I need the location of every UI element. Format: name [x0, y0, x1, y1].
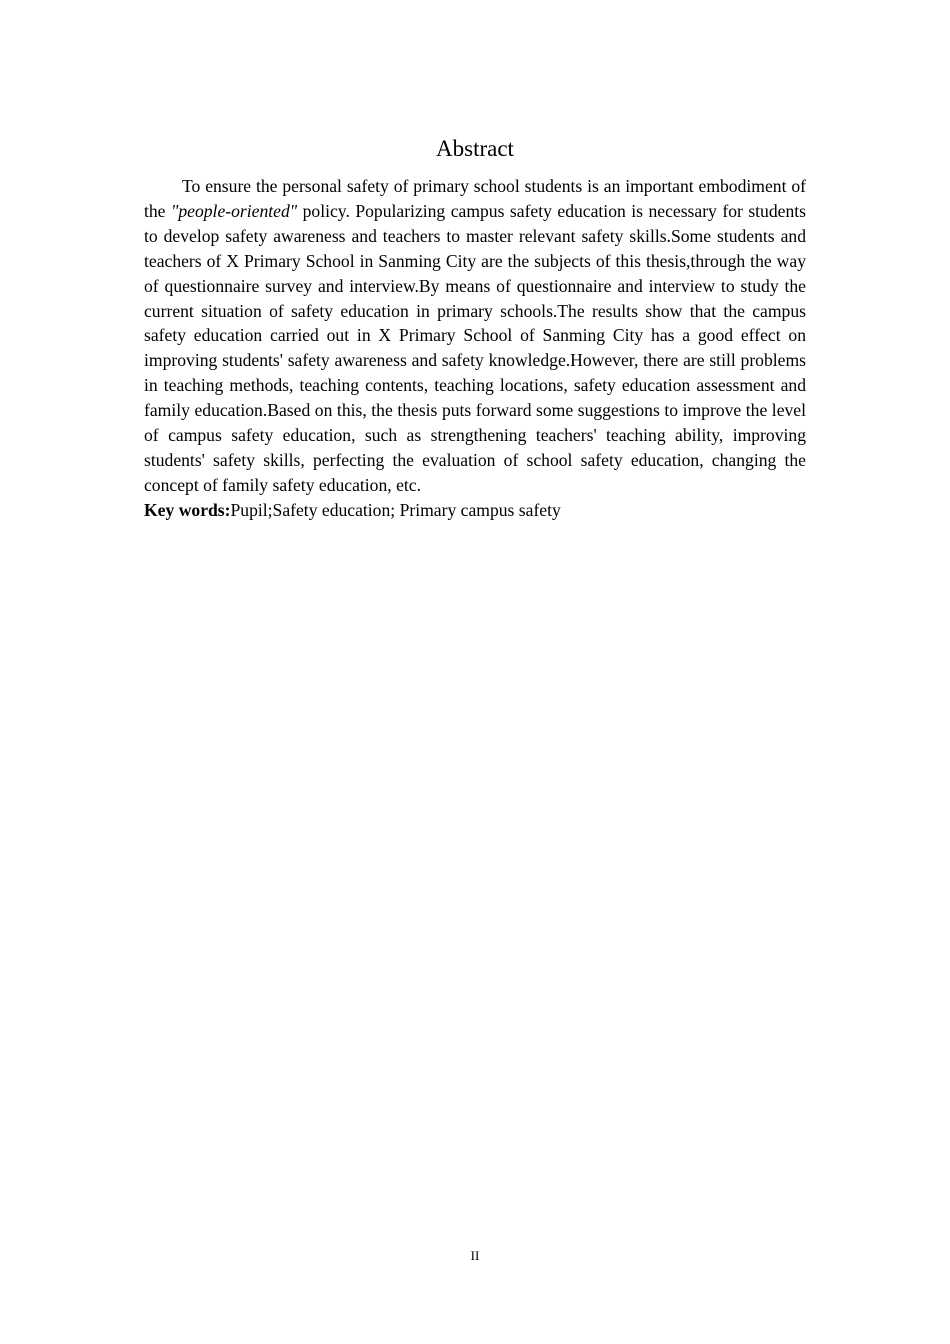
page-number: II [470, 1248, 480, 1263]
abstract-paragraph [144, 174, 806, 498]
abstract-title: Abstract [436, 136, 514, 161]
abstract-text-part2: policy. Popularizing campus safety education is necessary for students to develop safety awareness and teachers to master relevant safety skills.Some students and teachers of X Primary School in Sanming City are the subjects of this thesis,through the way of questionnaire survey and interview.By means of questionnaire and interview to study the current situation of safety education in primary schools.The results show that the campus safety education carried out in X Primary School of Sanming City has a good effect on improving students' safety awareness and safety knowledge.However, there are still problems in teaching methods, teaching contents, teaching locations, safety education assessment and family education.Based on this, the thesis puts forward some suggestions to improve the level of campus safety education, such as strengthening teachers' teaching ability, improving students' safety skills, perfecting the evaluation of school safety education, changing the concept of family safety education, etc. [144, 200, 806, 495]
keywords-label: Key words: [144, 499, 231, 520]
keywords-line [144, 498, 806, 523]
keywords-value: Pupil;Safety education; Primary campus safety [230, 499, 561, 520]
abstract-emphasis: "people-oriented" [170, 200, 298, 221]
abstract-text-part1: To ensure the personal safety of primary school students is an important embodiment of the [144, 176, 806, 221]
abstract-body [144, 174, 806, 523]
